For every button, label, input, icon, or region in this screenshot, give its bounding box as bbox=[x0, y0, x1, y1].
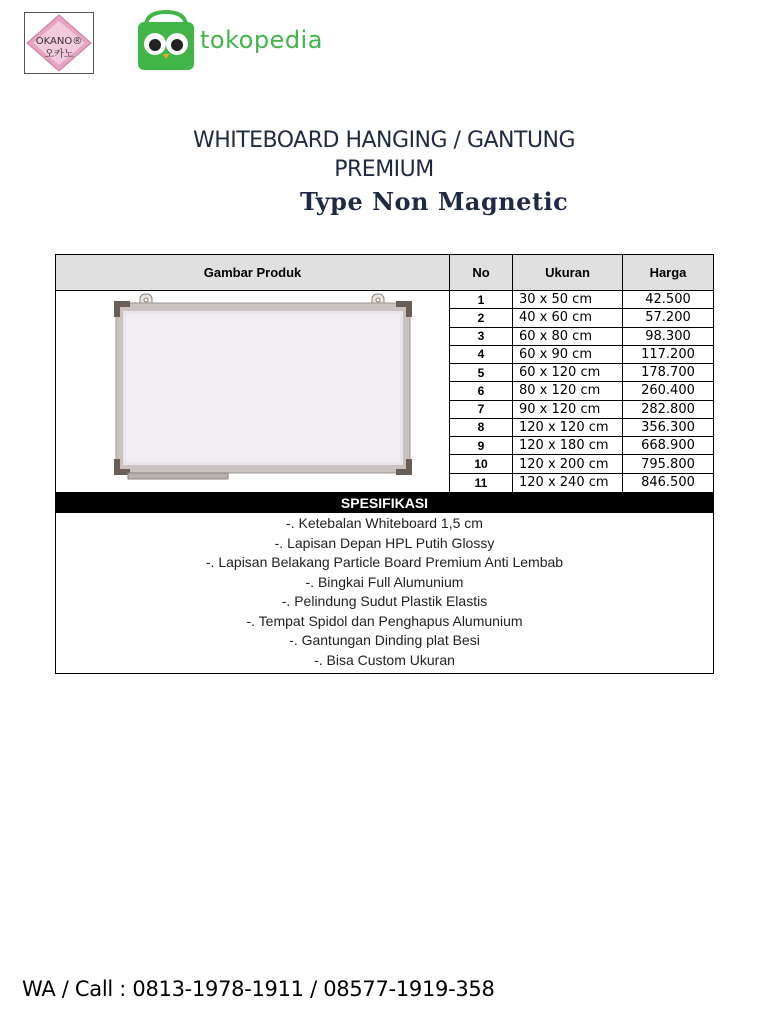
table-row bbox=[450, 455, 713, 473]
row-price: 846.500 bbox=[641, 475, 695, 491]
spec-item: -. Lapisan Belakang Particle Board Premium Anti Lembab bbox=[205, 554, 564, 570]
spec-item: -. Pelindung Sudut Plastik Elastis bbox=[281, 593, 488, 609]
row-size: 90 x 120 cm bbox=[513, 401, 623, 418]
spec-item: -. Ketebalan Whiteboard 1,5 cm bbox=[286, 515, 483, 531]
row-price: 260.400 bbox=[641, 383, 695, 399]
row-no: 9 bbox=[450, 437, 513, 454]
spec-item: -. Gantungan Dinding plat Besi bbox=[289, 632, 480, 648]
row-no: 2 bbox=[450, 309, 513, 326]
row-price: 795.800 bbox=[641, 456, 695, 472]
row-size: 80 x 120 cm bbox=[513, 382, 623, 399]
row-no: 10 bbox=[450, 455, 513, 472]
table-row bbox=[450, 401, 713, 419]
table-row bbox=[450, 437, 713, 455]
row-no: 5 bbox=[450, 364, 513, 381]
row-price: 42.500 bbox=[645, 292, 691, 308]
header-price: Harga bbox=[649, 265, 687, 280]
row-no: 11 bbox=[450, 474, 513, 492]
okano-logo-text: OKANO® bbox=[35, 36, 83, 47]
page-subtitle: Type Non Magnetic bbox=[300, 187, 569, 216]
tokopedia-logo bbox=[136, 10, 336, 74]
row-size: 30 x 50 cm bbox=[513, 291, 623, 308]
okano-logo-subtext: 오카노 bbox=[44, 49, 74, 60]
table-row bbox=[450, 328, 713, 346]
title-line-1: WHITEBOARD HANGING / GANTUNG bbox=[192, 128, 576, 153]
row-price: 57.200 bbox=[645, 310, 691, 326]
row-no: 3 bbox=[450, 328, 513, 345]
row-size: 60 x 90 cm bbox=[513, 346, 623, 363]
spec-item: -. Bingkai Full Alumunium bbox=[305, 573, 464, 590]
row-no: 6 bbox=[450, 382, 513, 399]
table-row bbox=[450, 382, 713, 400]
row-price: 356.300 bbox=[641, 419, 695, 435]
header-image: Gambar Produk bbox=[56, 255, 450, 290]
row-size: 120 x 240 cm bbox=[513, 474, 623, 492]
row-price: 282.800 bbox=[641, 401, 695, 417]
table-row bbox=[450, 346, 713, 364]
row-price: 668.900 bbox=[641, 438, 695, 454]
table-row bbox=[450, 419, 713, 437]
row-price: 98.300 bbox=[645, 328, 691, 344]
row-price: 117.200 bbox=[641, 346, 695, 362]
tokopedia-wordmark: tokopedia bbox=[200, 26, 323, 54]
table-row bbox=[450, 474, 713, 492]
row-no: 1 bbox=[450, 291, 513, 308]
row-size: 120 x 180 cm bbox=[513, 437, 623, 454]
row-size: 60 x 120 cm bbox=[513, 364, 623, 381]
okano-logo bbox=[24, 12, 94, 74]
contact-info: WA / Call : 0813-1978-1911 / 08577-1919-358 bbox=[22, 977, 495, 1001]
price-table bbox=[55, 254, 714, 674]
spec-heading: SPESIFIKASI bbox=[56, 493, 713, 513]
price-rows bbox=[450, 291, 713, 492]
header-no: No bbox=[450, 255, 513, 290]
row-size: 120 x 200 cm bbox=[513, 455, 623, 472]
row-size: 60 x 80 cm bbox=[513, 328, 623, 345]
row-price: 178.700 bbox=[641, 365, 695, 381]
row-no: 4 bbox=[450, 346, 513, 363]
whiteboard-product-image bbox=[56, 291, 448, 491]
table-header-row bbox=[56, 255, 713, 291]
spec-item: -. Bisa Custom Ukuran bbox=[314, 651, 455, 668]
header-size: Ukuran bbox=[513, 255, 623, 290]
table-row bbox=[450, 291, 713, 309]
spec-list bbox=[56, 513, 713, 673]
product-image-cell bbox=[56, 291, 450, 492]
row-no: 7 bbox=[450, 401, 513, 418]
spec-item: -. Tempat Spidol dan Penghapus Alumunium bbox=[246, 612, 523, 629]
page-title bbox=[0, 126, 768, 184]
tokopedia-owl-icon bbox=[136, 10, 196, 72]
table-row bbox=[450, 309, 713, 327]
row-size: 40 x 60 cm bbox=[513, 309, 623, 326]
spec-item: -. Lapisan Depan HPL Putih Glossy bbox=[274, 534, 495, 551]
row-no: 8 bbox=[450, 419, 513, 436]
row-size: 120 x 120 cm bbox=[513, 419, 623, 436]
table-row bbox=[450, 364, 713, 382]
table-body bbox=[56, 291, 713, 493]
title-line-2: PREMIUM bbox=[334, 157, 434, 182]
